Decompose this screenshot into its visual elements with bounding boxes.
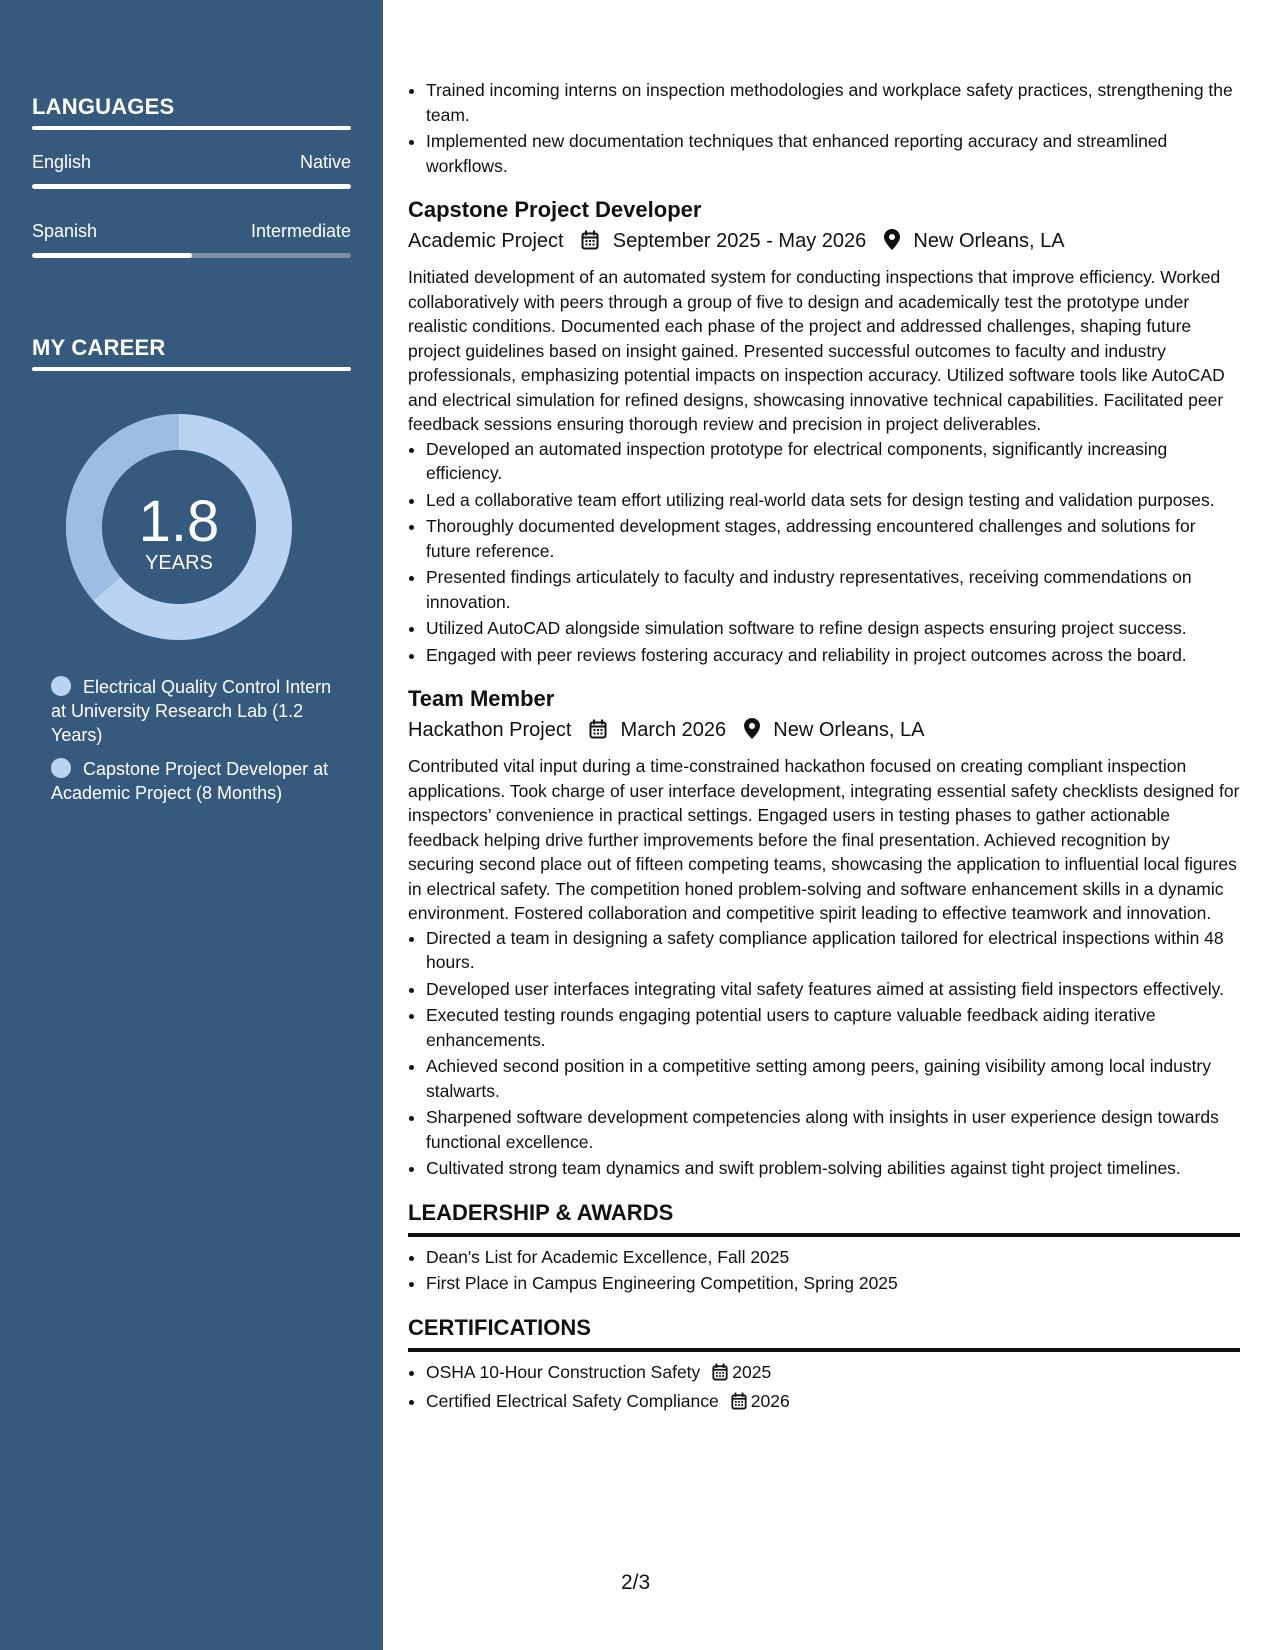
certifications-list [408,1360,1240,1417]
career-total-unit: YEARS [145,552,213,574]
career-donut-chart [66,414,292,640]
page-number: 2/3 [621,1571,651,1594]
bullet-item: • Presented findings articulately to faculty and industry representatives, receiving commendations on innovation. [426,565,1240,614]
job-org: Academic Project [408,230,564,252]
languages-heading: LANGUAGES [32,94,175,119]
bullet-item: • Trained incoming interns on inspection methodologies and workplace safety practices, strengthening the team. [426,78,1240,127]
job-meta [408,715,1240,748]
language-bar-fill [32,253,192,258]
language-bar-fill [32,184,351,189]
certification-name: OSHA 10-Hour Construction Safety [426,1361,701,1382]
bullet-item: • Implemented new documentation techniques that enhanced reporting accuracy and streamlined workflows. [426,129,1240,178]
legend-dot [51,758,71,778]
career-legend-item [51,757,341,805]
career-legend [51,675,341,815]
job-description: Initiated development of an automated system for conducting inspections that improve efficiency. Worked collaboratively with peers through a group of five to design and academically test the prototype under realistic conditions. Documented each phase of the project and addressed challenges, shaping future project guidelines based on insight gained. Presented successful outcomes to faculty and industry professionals, emphasizing potential impacts on inspection accuracy. Utilized software tools like AutoCAD and electrical simulation for refined designs, showcasing innovative technical capabilities. Facilitated peer feedback sessions ensuring thorough review and precision in project deliverables. [408,267,1225,434]
main-content [408,78,1240,1419]
calendar-icon [589,718,607,748]
career-item-label: Capstone Project Developer at Academic Project (8 Months) [51,759,329,803]
bullet-item: • Developed user interfaces integrating vital safety features aimed at assisting field inspectors effectively. [426,977,1240,1002]
location-pin-icon [744,718,760,748]
bullet-item: • Directed a team in designing a safety compliance application tailored for electrical inspections within 48 hours. [426,926,1240,975]
bullet-item: • Achieved second position in a competitive setting among peers, gaining visibility among local industry stalwarts. [426,1054,1240,1103]
award-item: • Dean's List for Academic Excellence, Fall 2025 [426,1245,1240,1270]
calendar-icon [712,1363,728,1388]
job-dates: March 2026 [620,719,727,741]
certification-item [426,1360,1240,1388]
bullet-item: • Executed testing rounds engaging potential users to capture valuable feedback aiding iterative enhancements. [426,1003,1240,1052]
language-name: English [32,152,92,172]
job-org: Hackathon Project [408,719,572,741]
calendar-icon [731,1392,747,1417]
awards-heading: LEADERSHIP & AWARDS [408,1199,674,1225]
certifications-heading: CERTIFICATIONS [408,1314,591,1340]
career-total-value: 1.8 [138,489,220,554]
calendar-icon [581,229,599,259]
awards-heading-rule [408,1233,1240,1237]
bullet-item: • Engaged with peer reviews fostering accuracy and reliability in project outcomes across the board. [426,643,1240,668]
languages-heading-rule [32,126,351,130]
certifications-heading-rule [408,1348,1240,1352]
language-level: Intermediate [250,221,351,241]
sidebar [0,0,383,1650]
job-title: Team Member [408,686,555,711]
intro-bullet-list [408,78,1240,178]
job-bullet-list [408,437,1240,668]
job-location: New Orleans, LA [773,719,925,741]
career-heading: MY CAREER [32,335,166,360]
certification-year: 2025 [732,1361,772,1382]
job-description: Contributed vital input during a time-constrained hackathon focused on creating compliant inspection applications. Took charge of user interface development, integrating essential safety checklists designed for inspectors’ convenience in practical settings. Engaged users in testing phases to gather actionable feedback helping drive further improvements before the final presentation. Achieved recognition by securing second place out of fifteen competing teams, showcasing the application to influential local figures in electrical safety. The competition honed problem-solving and software enhancement skills in a dynamic environment. Fostered collaboration and competitive spirit leading to effective teamwork and innovation. [408,756,1240,923]
certification-name: Certified Electrical Safety Compliance [426,1391,719,1411]
bullet-item: • Cultivated strong team dynamics and swift problem-solving abilities against tight project timelines. [426,1156,1240,1181]
award-item: • First Place in Campus Engineering Competition, Spring 2025 [426,1271,1240,1296]
job-location: New Orleans, LA [913,230,1065,252]
career-legend-item [51,675,341,747]
language-name: Spanish [32,221,98,241]
awards-list [408,1245,1240,1296]
legend-dot [51,676,71,696]
job-dates: September 2025 - May 2026 [612,230,867,252]
bullet-item: • Thoroughly documented development stages, addressing encountered challenges and solutions for future reference. [426,514,1240,563]
language-level: Native [299,152,351,172]
job-title: Capstone Project Developer [408,197,702,222]
job-meta [408,226,1240,259]
bullet-item: • Utilized AutoCAD alongside simulation software to refine design aspects ensuring project success. [426,616,1240,641]
career-heading-rule [32,367,351,371]
language-bar-english [32,184,351,189]
language-bar-spanish [32,253,351,258]
certification-item [426,1389,1240,1417]
job-bullet-list [408,926,1240,1181]
bullet-item: • Developed an automated inspection prototype for electrical components, significantly increasing efficiency. [426,437,1240,486]
bullet-item: • Led a collaborative team effort utilizing real-world data sets for design testing and validation purposes. [426,488,1240,513]
career-item-label: Electrical Quality Control Intern at University Research Lab (1.2 Years) [51,677,332,745]
certification-year: 2026 [750,1391,790,1411]
bullet-item: • Sharpened software development competencies along with insights in user experience design towards functional excellence. [426,1105,1240,1154]
location-pin-icon [884,229,900,259]
